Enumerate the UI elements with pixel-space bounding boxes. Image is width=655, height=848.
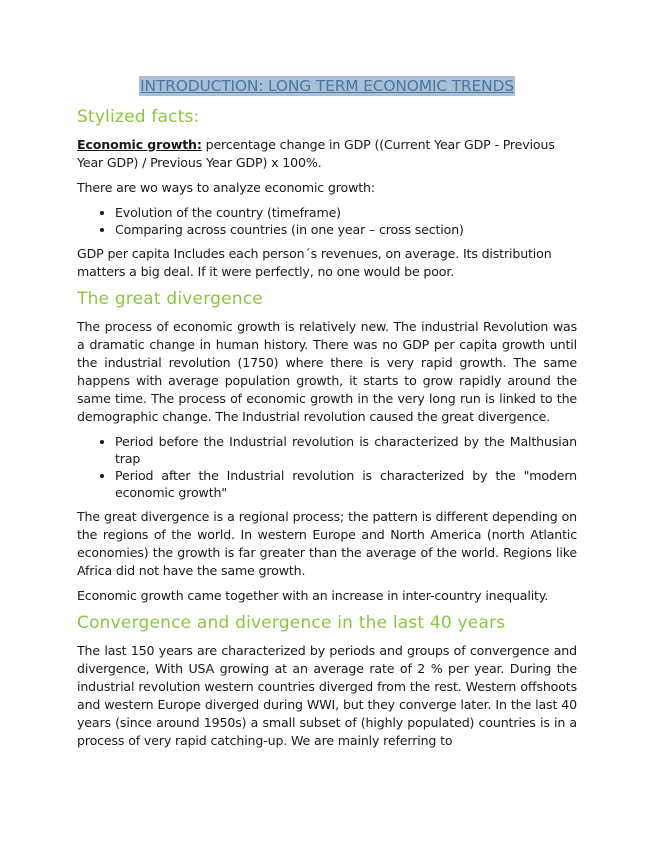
definition-text: percentage change in GDP ((Current Year GDP - Previous Year GDP) / Previous Year GDP) x 100%. <box>77 137 555 170</box>
document-title <box>77 74 577 98</box>
analysis-intro: There are wo ways to analyze economic growth: <box>77 180 375 195</box>
economic-growth-definition <box>77 136 577 172</box>
heading-stylized-facts: Stylized facts: <box>77 107 200 127</box>
convergence-paragraph-1: The last 150 years are characterized by periods and groups of convergence and divergence, With USA growing at an average rate of 2 % per year. During the industrial revolution western countries diverged from the rest. Western offshoots and western Europe diverged during WWI, but they converge later. In the last 40 years (since around 1950s) a small subset of (highly populated) countries is in a process of very rapid catching-up. We are mainly referring to <box>77 643 577 748</box>
heading-convergence-divergence: Convergence and divergence in the last 40 years <box>77 613 506 633</box>
divergence-paragraph-1: The process of economic growth is relatively new. The industrial Revolution was a dramatic change in human history. There was no GDP per capita growth until the industrial revolution (1750) where there is very rapid growth. The same happens with average population growth, it starts to grow rapidly around the same time. The process of economic growth in the very long run is linked to the demographic change. The Industrial revolution caused the great divergence. <box>77 319 577 424</box>
list-item: • Period before the Industrial revolution is characterized by the Malthusian trap <box>115 433 577 467</box>
definition-term: Economic growth: <box>77 137 202 152</box>
divergence-list <box>77 433 577 501</box>
list-item: • Comparing across countries (in one year – cross section) <box>115 221 577 238</box>
list-item: • Evolution of the country (timeframe) <box>115 204 577 221</box>
gdp-per-capita-paragraph: GDP per capita Includes each person´s revenues, on average. Its distribution matters a big deal. If it were perfectly, no one would be poor. <box>77 246 552 279</box>
list-item: • Period after the Industrial revolution is characterized by the "modern economic growth" <box>115 467 577 501</box>
document-title-text: INTRODUCTION: LONG TERM ECONOMIC TRENDS <box>140 77 514 95</box>
document-page <box>77 74 577 757</box>
heading-great-divergence: The great divergence <box>77 289 263 309</box>
analysis-list <box>77 204 577 238</box>
divergence-paragraph-3: Economic growth came together with an increase in inter-country inequality. <box>77 588 549 603</box>
divergence-paragraph-2: The great divergence is a regional process; the pattern is different depending on the regions of the world. In western Europe and North America (north Atlantic economies) the growth is far greater than the average of the world. Regions like Africa did not have the same growth. <box>77 509 577 578</box>
